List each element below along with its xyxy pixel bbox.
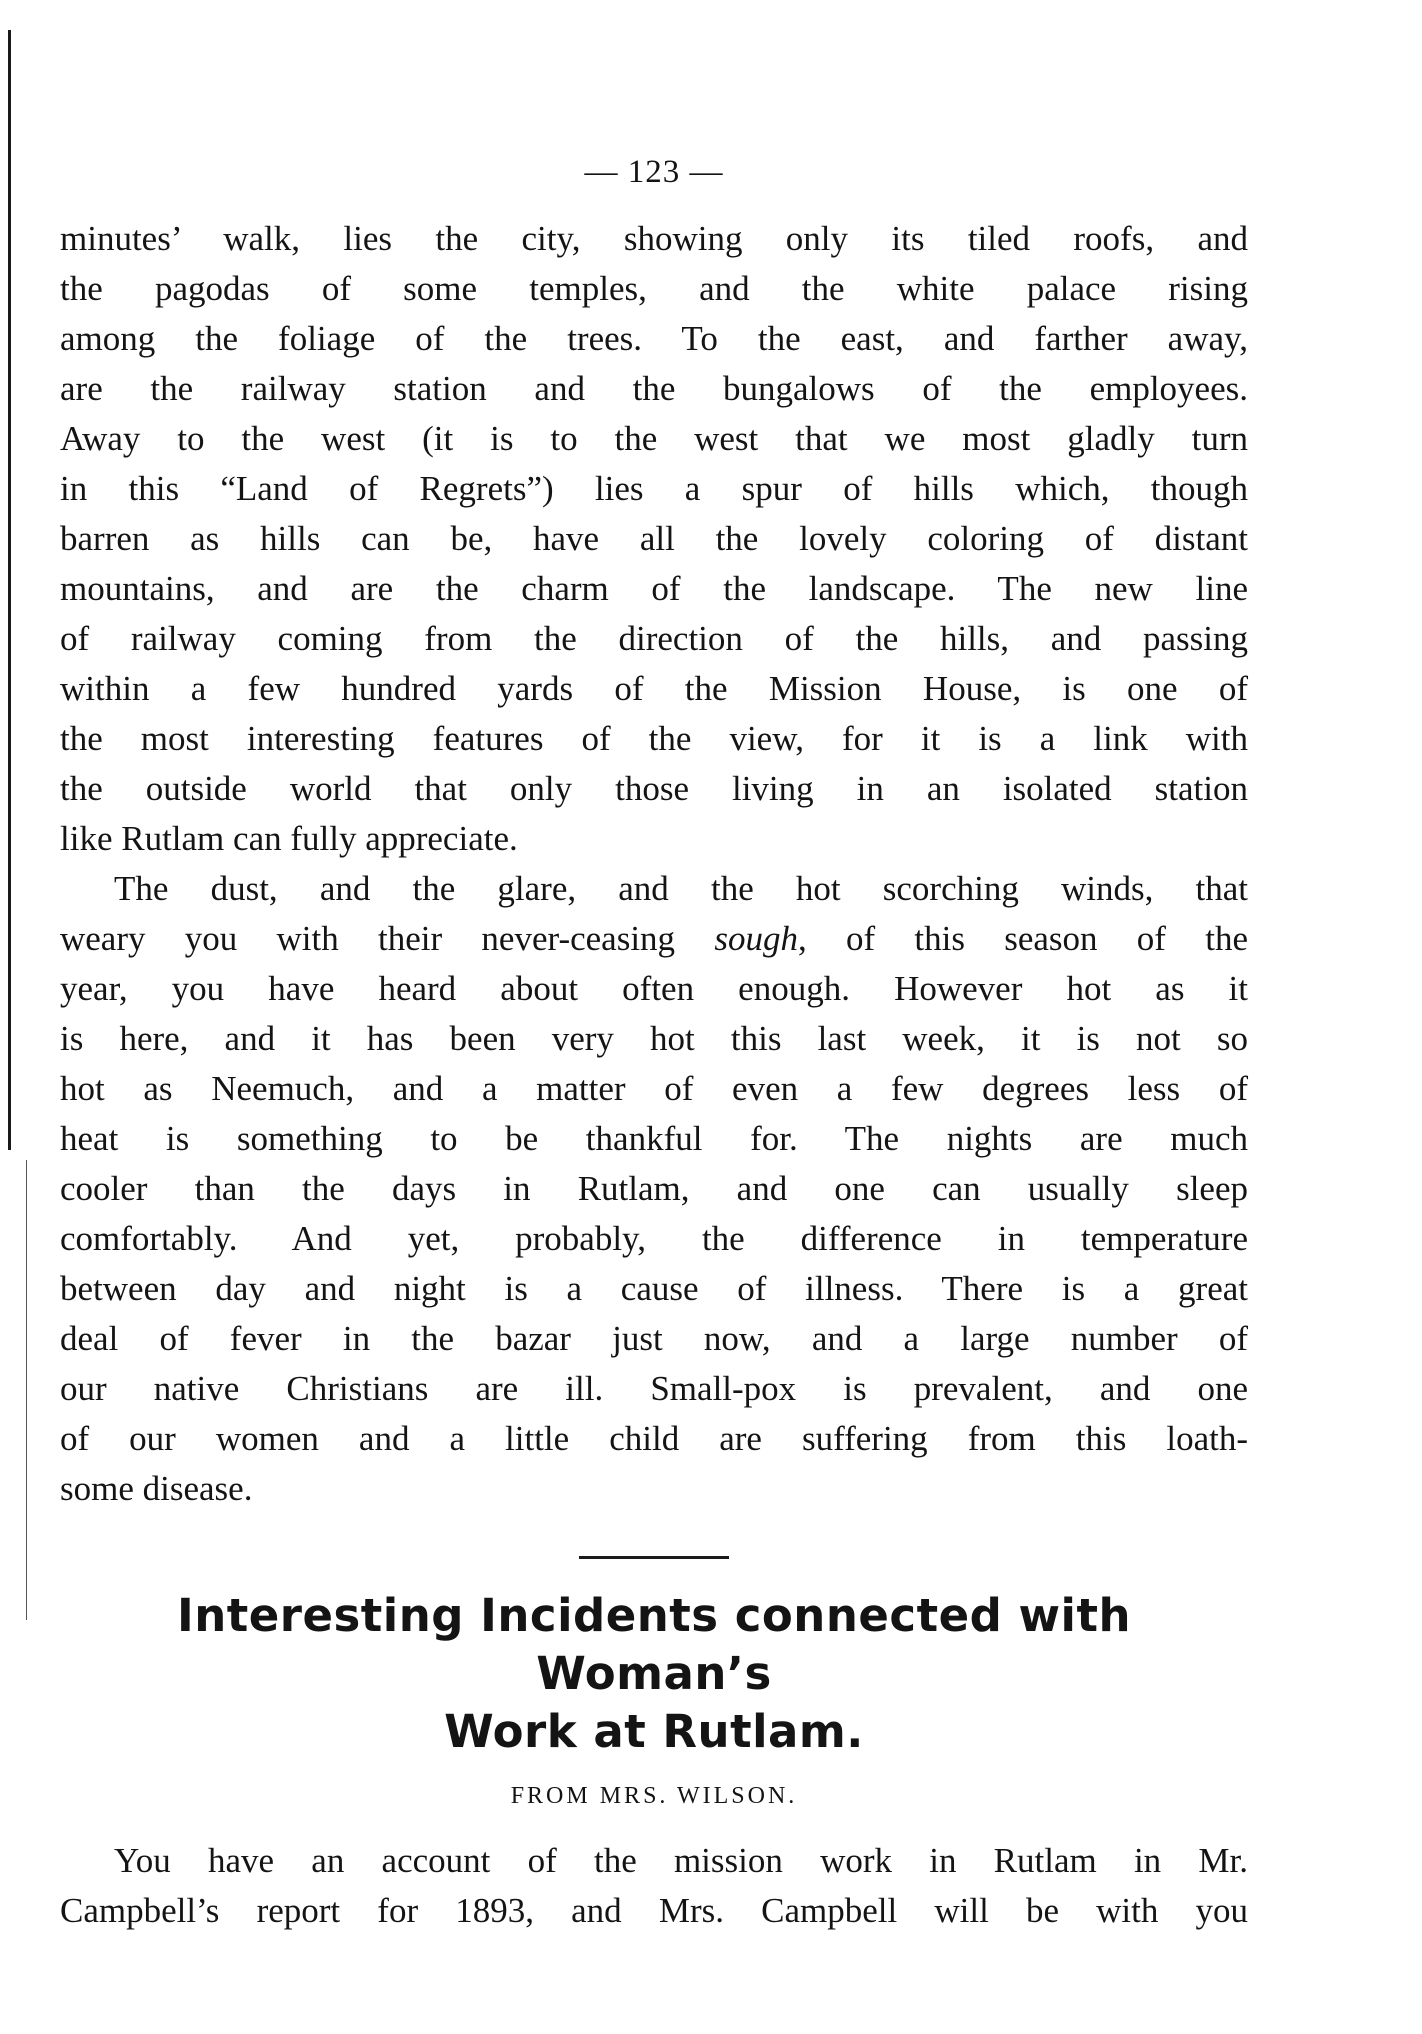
text-line: is here, and it has been very hot this last week, it is not so bbox=[60, 1019, 1248, 1058]
page-edge-line bbox=[8, 30, 11, 1150]
byline: FROM MRS. WILSON. bbox=[510, 1783, 798, 1809]
text-line: comfortably. And yet, probably, the difference in temperature bbox=[60, 1219, 1248, 1258]
text-line-with-italic bbox=[60, 914, 1248, 964]
text-line: are the railway station and the bungalows of the employees. bbox=[60, 369, 1248, 408]
text-line: some disease. bbox=[60, 1469, 253, 1508]
text-line: in this “Land of Regrets”) lies a spur of hills which, though bbox=[60, 469, 1248, 508]
text-line: year, you have heard about often enough. However hot as it bbox=[60, 969, 1248, 1008]
heading-line: Interesting Incidents connected with Woman’s bbox=[176, 1589, 1132, 1700]
section-heading bbox=[60, 1587, 1248, 1761]
page-number: — 123 — bbox=[584, 154, 724, 190]
paragraph-heat bbox=[60, 864, 1248, 1514]
section-divider bbox=[579, 1556, 729, 1559]
text-line: mountains, and are the charm of the landscape. The new line bbox=[60, 569, 1248, 608]
text-line: within a few hundred yards of the Mission House, is one of bbox=[60, 669, 1248, 708]
text-line: The dust, and the glare, and the hot scorching winds, that bbox=[114, 869, 1248, 908]
text-line: of railway coming from the direction of the hills, and passing bbox=[60, 619, 1248, 658]
text-line: among the foliage of the trees. To the east, and farther away, bbox=[60, 319, 1248, 358]
text-line: between day and night is a cause of illness. There is a great bbox=[60, 1269, 1248, 1308]
page-edge-line-faint bbox=[26, 1160, 27, 1620]
text-line: cooler than the days in Rutlam, and one can usually sleep bbox=[60, 1169, 1248, 1208]
text-line: deal of fever in the bazar just now, and a large number of bbox=[60, 1319, 1248, 1358]
text-line: Away to the west (it is to the west that we most gladly turn bbox=[60, 419, 1248, 458]
text-line: hot as Neemuch, and a matter of even a few degrees less of bbox=[60, 1069, 1248, 1108]
heading-line: Work at Rutlam. bbox=[444, 1705, 864, 1758]
text-line: minutes’ walk, lies the city, showing only its tiled roofs, and bbox=[60, 219, 1248, 258]
paragraph-city-view bbox=[60, 214, 1248, 864]
text-line: Campbell’s report for 1893, and Mrs. Campbell will be with you bbox=[60, 1891, 1248, 1930]
text-line: the outside world that only those living in an isolated station bbox=[60, 769, 1248, 808]
text-line: the pagodas of some temples, and the white palace rising bbox=[60, 269, 1248, 308]
text-line: of our women and a little child are suffering from this loath- bbox=[60, 1419, 1248, 1458]
text-segment: , of this season of the bbox=[797, 919, 1248, 958]
text-line: barren as hills can be, have all the lovely coloring of distant bbox=[60, 519, 1248, 558]
italic-word: sough bbox=[714, 919, 798, 958]
text-segment: weary you with their never-ceasing bbox=[60, 919, 715, 958]
text-line: You have an account of the mission work in Rutlam in Mr. bbox=[114, 1841, 1248, 1880]
text-line: the most interesting features of the view, for it is a link with bbox=[60, 719, 1248, 758]
text-line: like Rutlam can fully appreciate. bbox=[60, 819, 518, 858]
text-line: our native Christians are ill. Small-pox is prevalent, and one bbox=[60, 1369, 1248, 1408]
text-line: heat is something to be thankful for. The nights are much bbox=[60, 1119, 1248, 1158]
document-page bbox=[60, 152, 1248, 1936]
paragraph-mission-work bbox=[60, 1836, 1248, 1936]
